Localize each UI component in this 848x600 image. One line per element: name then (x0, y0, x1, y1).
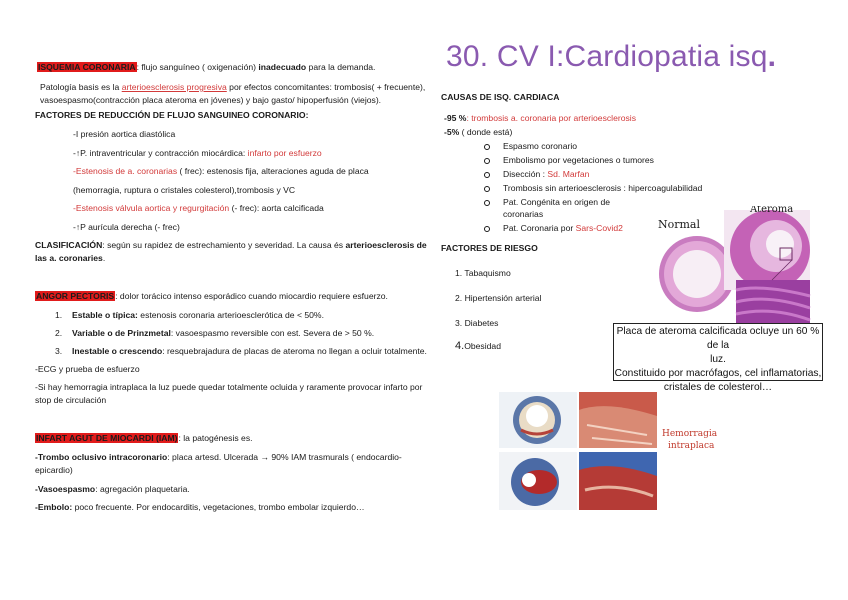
iam-line (35, 433, 253, 443)
factor-4-red: -Estenosis válvula aortica y regurgitación (73, 203, 230, 213)
sub-item: Embolismo por vegetaciones o tumores (503, 155, 654, 165)
angor-item-2 (55, 328, 374, 338)
angor-item-num: 2. (55, 328, 63, 338)
vaso-bold: -Vasoespasmo (35, 484, 96, 494)
isquemia-text-end: para la demanda. (306, 62, 376, 72)
caption-line: luz. (710, 354, 726, 365)
patologia-text: Patología basis es la (40, 82, 122, 92)
angor-item-1 (55, 310, 324, 320)
sub-item-red: Sars-Covid2 (575, 223, 623, 233)
clasificacion-line-2 (35, 253, 105, 263)
ecg-line: -ECG y prueba de esfuerzo (35, 364, 140, 374)
patologia-line-2: vasoespasmo(contracción placa ateroma en jóvenes) y bajo gasto/ hipoperfusión (viejos). (40, 95, 382, 105)
clasificacion-bold-2: arterioesclerosis de (345, 240, 427, 250)
factores-heading-text: FACTORES DE REDUCCIÓN DE FLUJO SANGUINEO CORONARIO (35, 110, 306, 120)
riesgo-text: Diabetes (464, 318, 499, 328)
isquemia-bold: inadecuado (258, 62, 307, 72)
causa-5-text: ( donde está) (459, 127, 513, 137)
caption-line: cristales de colesterol… (663, 382, 773, 393)
angor-item-bold: Estable o típica: (72, 310, 138, 320)
factores-heading (35, 110, 308, 120)
isquemia-label: ISQUEMIA CORONARIA (38, 62, 136, 72)
sub-item-red: Sd. Marfan (547, 169, 590, 179)
factor-5: -↑P aurícula derecha (- frec) (73, 222, 180, 232)
causa-5-bold: -5% (444, 127, 460, 137)
angor-item-text: estenosis coronaria arterioesclerótica de < 50%. (137, 310, 324, 320)
sub-item: Trombosis sin arterioesclerosis : hipercoagulabilidad (503, 183, 703, 193)
bullet-icon (484, 158, 490, 164)
bullet-icon (484, 186, 490, 192)
page-title (446, 40, 776, 74)
riesgo-text: Tabaquismo (464, 268, 511, 278)
clasificacion-bold-3: las a. coronaries (35, 253, 103, 263)
riesgo-item (455, 293, 541, 303)
img-label-normal: Normal (658, 218, 701, 231)
img-label-ateroma: Ateroma (750, 206, 794, 215)
factor-4-text: (- frec): aorta calcificada (229, 203, 324, 213)
bullet-icon (484, 172, 490, 178)
hemorragia-note (662, 428, 717, 452)
iam-text: : la patogénesis es. (178, 433, 253, 443)
factor-2 (73, 148, 322, 158)
riesgo-num: 3. (455, 318, 463, 328)
patologia-link[interactable]: arterioesclerosis progresiva (121, 82, 227, 92)
bullet-icon (484, 226, 490, 232)
isquemia-line (37, 62, 375, 72)
angor-item-3 (55, 346, 427, 356)
riesgo-item (455, 268, 511, 278)
sub-item: Pat. Congénita en origen de (503, 197, 611, 207)
angor-label: ANGOR PECTORIS (36, 291, 115, 301)
riesgo-heading: FACTORES DE RIESGO (441, 243, 538, 253)
vaso-text: : agregación plaquetaria. (95, 484, 190, 494)
sub-item (503, 169, 589, 179)
causas-heading: CAUSAS DE ISQ. CARDIACA (441, 92, 560, 102)
factor-4 (73, 203, 324, 213)
iam-label: INFART AGUT DE MIOCARDI (IAM) (36, 433, 178, 443)
clasificacion-end: . (102, 253, 106, 263)
causa-5 (444, 127, 512, 137)
hemorragia-line: -Si hay hemorragia intraplaca la luz puede quedar totalmente ocluida y raramente provocar infarto por (35, 382, 423, 392)
angor-line (35, 291, 388, 301)
image-caption (613, 323, 823, 393)
caption-line: Constituido por macrófagos, cel inflamatorias, (614, 368, 822, 379)
riesgo-text: Obesidad (464, 341, 501, 351)
vaso-line (35, 484, 190, 494)
trombo-line-2: epicardio) (35, 465, 73, 475)
angor-text: : dolor torácico intenso esporádico cuando miocardio requiere esfuerzo. (115, 291, 388, 301)
isquemia-text: : flujo sanguíneo ( oxigenación) (136, 62, 259, 72)
hemorragia-note-line: Hemorragia (662, 429, 718, 439)
angor-item-bold: Variable o de Prinzmetal (72, 328, 171, 338)
causa-95-bold: -95 % (444, 113, 467, 123)
factor-3 (73, 166, 369, 176)
histology-image-hemorragia (497, 390, 659, 512)
causa-95-text: : trombosis a. coronaria por arterioesclerosis (466, 113, 637, 123)
clasificacion-text: : según su rapidez de estrechamiento y severidad. La causa és (102, 240, 346, 250)
page-title-dot: . (767, 40, 777, 73)
factor-3-cont: (hemorragia, ruptura o cristales colesterol),trombosis y VC (73, 185, 296, 195)
angor-item-bold: Inestable o crescendo (72, 346, 163, 356)
riesgo-text: Hipertensión arterial (464, 293, 542, 303)
embolo-line (35, 502, 365, 512)
sub-item (503, 223, 623, 233)
factor-3-red: -Estenosis de a. coronarias (73, 166, 178, 176)
sub-item: Espasmo coronario (503, 141, 578, 151)
riesgo-item (455, 318, 498, 328)
riesgo-num: 2. (455, 293, 463, 303)
causa-95 (444, 113, 636, 123)
hemorragia-note-line: intraplaca (668, 441, 715, 451)
embolo-bold: -Embolo: (35, 502, 73, 512)
riesgo-item (455, 340, 501, 352)
factor-1: -I presión aortica diastólica (73, 129, 176, 139)
trombo-bold: -Trombo oclusivo intracoronario (35, 452, 168, 462)
hemorragia-line-2: stop de circulación (35, 395, 107, 405)
angor-item-text: : vasoespasmo reversible con est. Severa de > 50 %. (170, 328, 375, 338)
embolo-text: poco frecuente. Por endocarditis, vegetaciones, trombo embolar izquierdo… (72, 502, 365, 512)
histology-image-normal-ateroma (652, 206, 812, 326)
factor-3-text: ( frec): estenosis fija, alteraciones aguda de placa (177, 166, 369, 176)
trombo-text: : placa artesd. Ulcerada → 90% IAM trasmurals ( endocardio- (167, 452, 402, 462)
factores-colon: : (305, 110, 309, 120)
patologia-text-2: por efectos concomitantes: trombosis( + frecuente), (226, 82, 426, 92)
sub-item-cont: coronarias (503, 209, 544, 219)
factor-2-text: -↑P. intraventricular y contracción miocárdica: (73, 148, 248, 158)
factor-2-red: infarto por esfuerzo (247, 148, 322, 158)
sub-item-text: Disección : (503, 169, 548, 179)
riesgo-num: 1. (455, 268, 463, 278)
patologia-line (40, 82, 425, 92)
bullet-icon (484, 200, 490, 206)
bullet-icon (484, 144, 490, 150)
angor-item-num: 3. (55, 346, 63, 356)
clasificacion-line (35, 240, 427, 250)
page-title-text: 30. CV I:Cardiopatia isq (446, 40, 768, 73)
angor-item-num: 1. (55, 310, 63, 320)
trombo-line (35, 452, 402, 462)
caption-line: Placa de ateroma calcificada ocluye un 60 % de la (616, 326, 820, 351)
riesgo-num: 4. (455, 340, 465, 352)
angor-item-text: : resquebrajadura de placas de ateroma no llegan a ocluir totalmente. (162, 346, 427, 356)
clasificacion-bold: CLASIFICACIÓN (35, 240, 103, 250)
sub-item-text: Pat. Coronaria por (503, 223, 576, 233)
